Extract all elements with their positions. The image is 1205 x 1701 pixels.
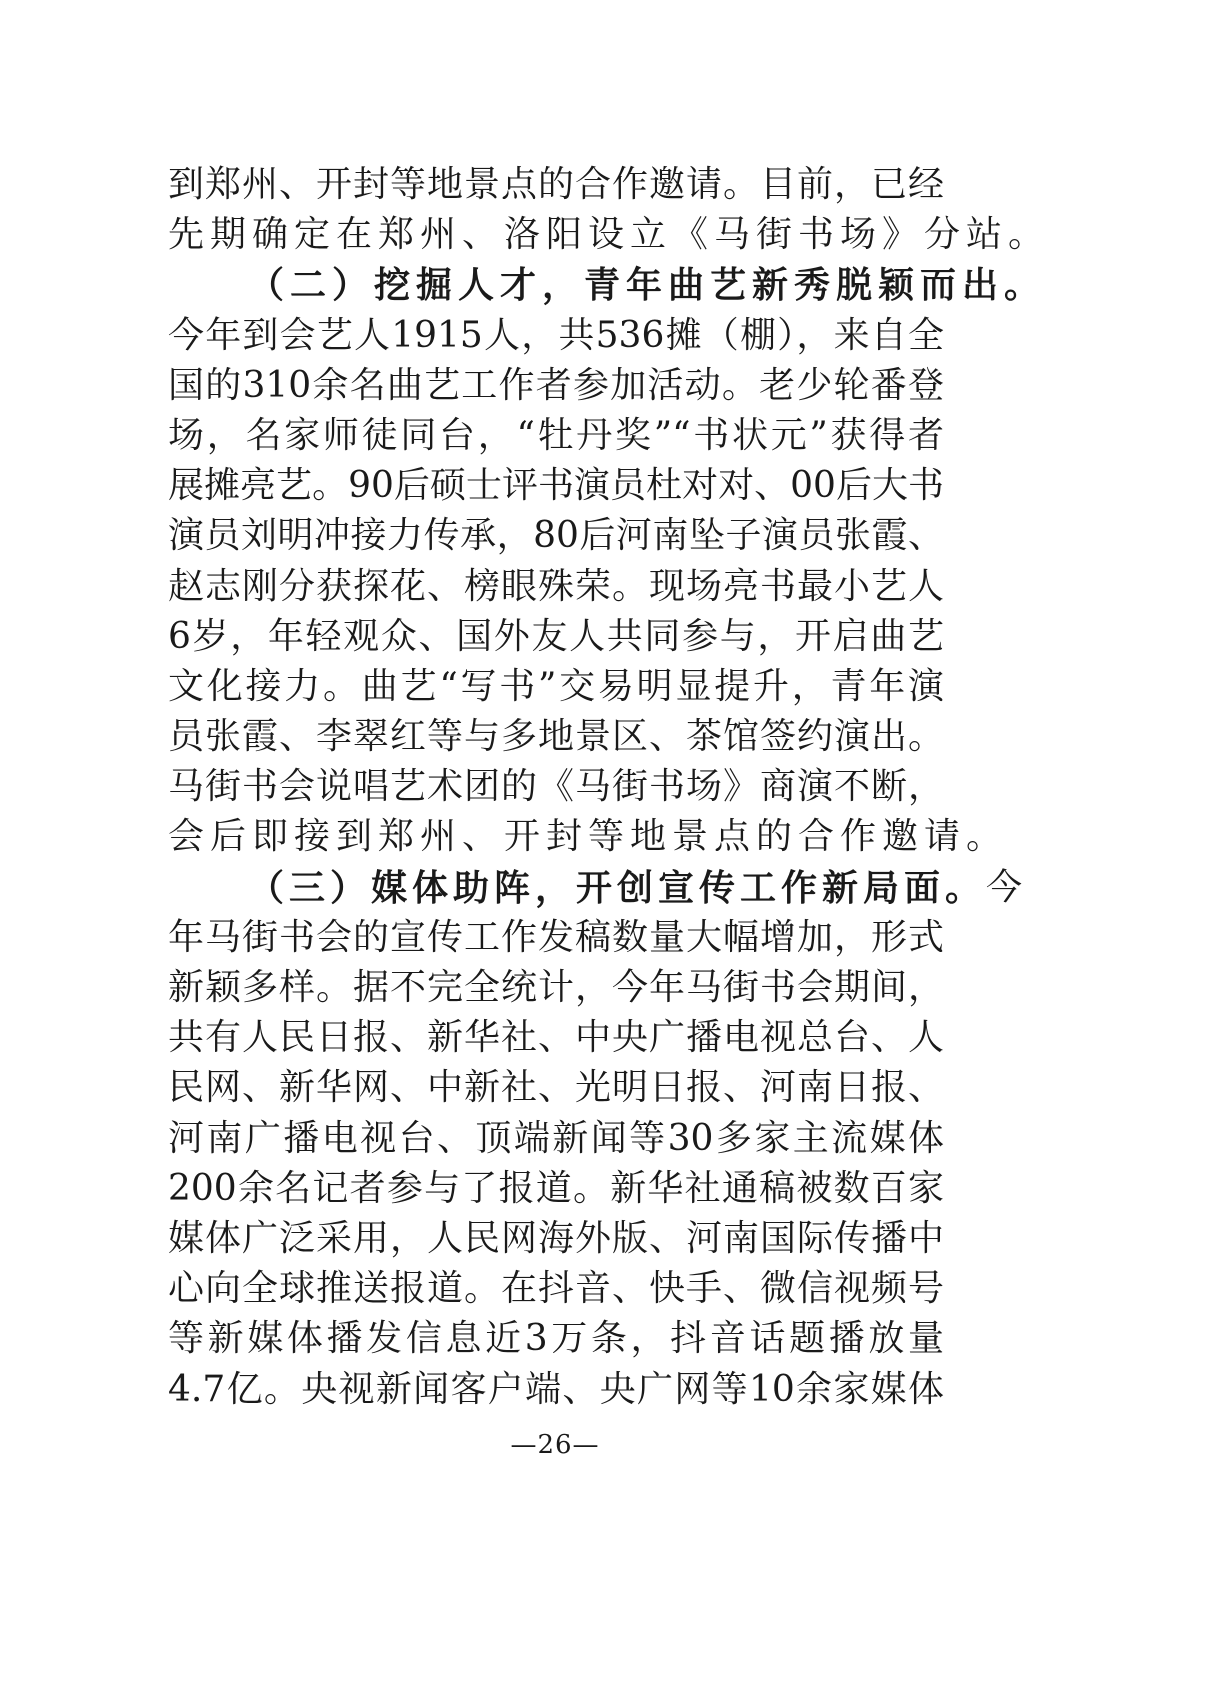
text-line: 演员刘明冲接力传承，80后河南坠子演员张霞、	[168, 515, 944, 557]
text-line: 文化接力。曲艺“写书”交易明显提升，青年演	[168, 665, 944, 707]
text-line: 民网、新华网、中新社、光明日报、河南日报、	[168, 1067, 944, 1109]
text-line: 4.7亿。央视新闻客户端、央广网等10余家媒体	[168, 1368, 944, 1410]
document-body	[168, 160, 1051, 1415]
text-line: 会后即接到郑州、开封等地景点的合作邀请。	[168, 816, 1009, 858]
section-heading: （二）挖掘人才，青年曲艺新秀脱颖而出。	[248, 264, 1047, 307]
text-line: 今年到会艺人1915人，共536摊（棚），来自全	[168, 314, 944, 356]
text-line: 200余名记者参与了报道。新华社通稿被数百家	[168, 1167, 944, 1209]
text-line: 新颖多样。据不完全统计，今年马街书会期间，	[168, 967, 944, 1008]
text-line: 马街书会说唱艺术团的《马街书场》商演不断，	[168, 766, 944, 808]
text-line: 6岁，年轻观众、国外友人共同参与，开启曲艺	[168, 615, 944, 657]
text-line: 到郑州、开封等地景点的合作邀请。目前，已经	[168, 164, 944, 205]
text-line: 展摊亮艺。90后硕士评书演员杜对对、00后大书	[168, 465, 944, 507]
text-line: 媒体广泛采用，人民网海外版、河南国际传播中	[168, 1217, 944, 1259]
text-line: 赵志刚分获探花、榜眼殊荣。现场亮书最小艺人	[168, 565, 944, 607]
text-line: 国的310余名曲艺工作者参加活动。老少轮番登	[168, 364, 944, 406]
text-line: 心向全球推送报道。在抖音、快手、微信视频号	[168, 1268, 944, 1310]
section-heading: （三）媒体助阵，开创宣传工作新局面。	[248, 866, 987, 909]
text-line: 等新媒体播发信息近3万条，抖音话题播放量	[168, 1318, 944, 1360]
text-line: 年马街书会的宣传工作发稿数量大幅增加，形式	[168, 916, 944, 958]
text-line: 先期确定在郑州、洛阳设立《马街书场》分站。	[168, 214, 1051, 256]
page-number: —26—	[510, 1430, 600, 1460]
text-line: 共有人民日报、新华社、中央广播电视总台、人	[168, 1017, 944, 1059]
text-line: 河南广播电视台、顶端新闻等30多家主流媒体	[168, 1117, 944, 1159]
section-heading-line	[168, 863, 1023, 913]
text-line: 场，名家师徒同台，“牡丹奖”“书状元”获得者	[168, 414, 944, 456]
text-fragment: 今	[986, 866, 1023, 908]
text-line: 员张霞、李翠红等与多地景区、茶馆签约演出。	[168, 716, 944, 758]
